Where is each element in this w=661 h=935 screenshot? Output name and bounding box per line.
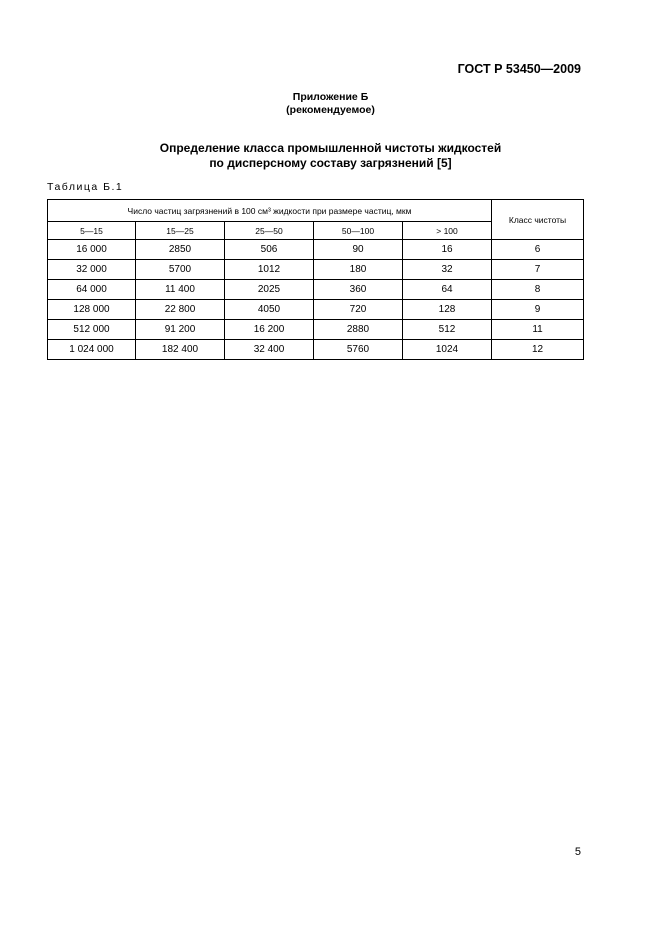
- table-row: [48, 340, 584, 360]
- particle-count-cell: 5700: [136, 260, 225, 280]
- particle-count-cell: 16 000: [48, 240, 136, 260]
- particle-count-cell: 182 400: [136, 340, 225, 360]
- particle-count-cell: 64: [403, 280, 492, 300]
- particle-count-cell: 16 200: [225, 320, 314, 340]
- particle-count-cell: 1012: [225, 260, 314, 280]
- particle-count-cell: 1 024 000: [48, 340, 136, 360]
- page-number: 5: [574, 846, 581, 858]
- appendix-heading: [0, 91, 661, 117]
- section-title: [0, 141, 661, 171]
- particle-count-group-header: Число частиц загрязнений в 100 см³ жидкости при размере частиц, мкм: [48, 200, 492, 222]
- cleanliness-class-cell: 9: [492, 300, 584, 320]
- particle-count-cell: 2850: [136, 240, 225, 260]
- table-row: [48, 260, 584, 280]
- cleanliness-class-cell: 7: [492, 260, 584, 280]
- size-range-header: 15—25: [136, 222, 225, 240]
- section-title-line-1: Определение класса промышленной чистоты жидкостей: [159, 141, 502, 155]
- table-row: [48, 240, 584, 260]
- particle-count-cell: 91 200: [136, 320, 225, 340]
- particle-count-cell: 180: [314, 260, 403, 280]
- appendix-title: Приложение Б: [292, 91, 369, 103]
- table-row: [48, 280, 584, 300]
- particle-count-cell: 360: [314, 280, 403, 300]
- particle-count-cell: 506: [225, 240, 314, 260]
- particle-count-cell: 32 000: [48, 260, 136, 280]
- cleanliness-class-cell: 8: [492, 280, 584, 300]
- cleanliness-class-cell: 12: [492, 340, 584, 360]
- size-range-header: > 100: [403, 222, 492, 240]
- standard-code: ГОСТ Р 53450—2009: [457, 62, 581, 76]
- particle-count-cell: 2025: [225, 280, 314, 300]
- particle-count-cell: 32: [403, 260, 492, 280]
- size-range-header: 50—100: [314, 222, 403, 240]
- particle-count-cell: 11 400: [136, 280, 225, 300]
- cleanliness-class-cell: 6: [492, 240, 584, 260]
- particle-count-cell: 128 000: [48, 300, 136, 320]
- table-body: [48, 240, 584, 360]
- particle-count-cell: 512 000: [48, 320, 136, 340]
- particle-count-cell: 720: [314, 300, 403, 320]
- particle-count-cell: 2880: [314, 320, 403, 340]
- particle-count-cell: 32 400: [225, 340, 314, 360]
- table-row: [48, 320, 584, 340]
- particle-count-cell: 128: [403, 300, 492, 320]
- particle-count-cell: 16: [403, 240, 492, 260]
- size-range-header: 25—50: [225, 222, 314, 240]
- particle-count-cell: 64 000: [48, 280, 136, 300]
- table-row: [48, 300, 584, 320]
- particle-count-cell: 1024: [403, 340, 492, 360]
- particle-count-cell: 512: [403, 320, 492, 340]
- appendix-status: (рекомендуемое): [286, 104, 375, 116]
- section-title-line-2: по дисперсному составу загрязнений [5]: [209, 156, 452, 170]
- table-caption: Таблица Б.1: [47, 181, 124, 193]
- cleanliness-class-table: [47, 199, 584, 360]
- particle-count-cell: 4050: [225, 300, 314, 320]
- particle-count-cell: 22 800: [136, 300, 225, 320]
- cleanliness-class-cell: 11: [492, 320, 584, 340]
- particle-count-cell: 90: [314, 240, 403, 260]
- particle-count-cell: 5760: [314, 340, 403, 360]
- size-range-header: 5—15: [48, 222, 136, 240]
- cleanliness-class-header: Класс чистоты: [492, 200, 584, 240]
